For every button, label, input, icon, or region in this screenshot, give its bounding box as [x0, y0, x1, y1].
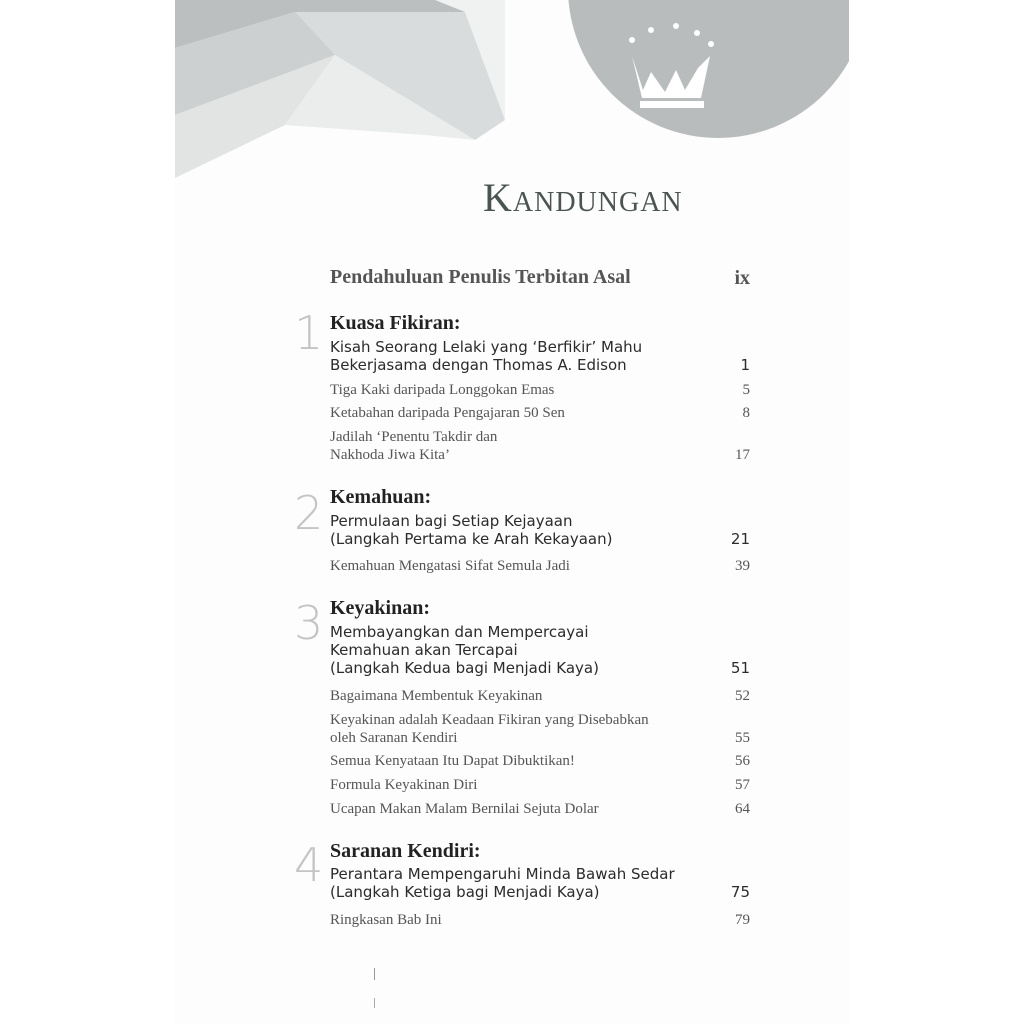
entry-line: Ringkasan Bab Ini	[330, 912, 442, 928]
chapter-number: 3	[294, 596, 324, 650]
entry-page-number: 5	[742, 382, 750, 398]
entry-page-number: 8	[742, 405, 750, 421]
entry-line: (Langkah Kedua bagi Menjadi Kaya)	[330, 659, 599, 677]
entry-page-number: 51	[730, 659, 750, 677]
entry-line: Membayangkan dan Mempercayai	[330, 623, 589, 641]
entry-line: Nakhoda Jiwa Kita’	[330, 447, 450, 463]
toc-entry	[330, 428, 750, 464]
entry-page-number: 64	[735, 801, 750, 817]
entry-page-number: 52	[735, 688, 750, 704]
chapter-title: Kuasa Fikiran:	[330, 312, 461, 334]
entry-page-number: 75	[730, 883, 750, 901]
toc-entry	[330, 711, 750, 747]
entry-page-number: 55	[735, 730, 750, 746]
chapter-title: Kemahuan:	[330, 486, 432, 508]
entry-page-number: 39	[735, 558, 750, 574]
entry-page-number: 57	[735, 777, 750, 793]
chapter-lead-entry	[330, 623, 750, 677]
entry-line: Kisah Seorang Lelaki yang ‘Berfikir’ Mahu	[330, 338, 643, 356]
entry-line: Jadilah ‘Penentu Takdir dan	[330, 429, 498, 445]
chapter-number: 1	[294, 306, 324, 360]
scan-specks	[372, 968, 378, 1018]
toc-entry	[330, 381, 750, 399]
toc-entry	[330, 776, 750, 794]
chapter-lead-entry	[330, 338, 750, 374]
toc-entry	[330, 404, 750, 422]
chapter-lead-entry	[330, 865, 750, 901]
entry-page-number: 21	[730, 530, 750, 548]
toc-entry	[330, 911, 750, 929]
entry-line: Perantara Mempengaruhi Minda Bawah Sedar	[330, 865, 675, 883]
page-title: Kandungan	[483, 175, 683, 220]
entry-line: (Langkah Ketiga bagi Menjadi Kaya)	[330, 883, 600, 901]
entry-page-number: 56	[735, 753, 750, 769]
toc-entry	[330, 557, 750, 575]
entry-line: Bekerjasama dengan Thomas A. Edison	[330, 356, 627, 374]
entry-page-number: 17	[735, 447, 750, 463]
entry-line: Tiga Kaki daripada Longgokan Emas	[330, 382, 555, 398]
intro-page-number: ix	[734, 267, 750, 289]
chapter-number: 2	[294, 486, 324, 540]
chapter-number: 4	[294, 838, 324, 892]
entry-line: Semua Kenyataan Itu Dapat Dibuktikan!	[330, 753, 575, 769]
entry-line: Kemahuan Mengatasi Sifat Semula Jadi	[330, 558, 570, 574]
intro-entry	[330, 266, 750, 290]
entry-line: Permulaan bagi Setiap Kejayaan	[330, 512, 573, 530]
intro-label: Pendahuluan Penulis Terbitan Asal	[330, 266, 631, 288]
entry-line: Formula Keyakinan Diri	[330, 777, 478, 793]
entry-page-number: 79	[735, 912, 750, 928]
entry-line: Keyakinan adalah Keadaan Fikiran yang Disebabkan	[330, 712, 649, 728]
chapter-lead-entry	[330, 512, 750, 548]
chapter-title: Saranan Kendiri:	[330, 840, 481, 862]
chapter-title: Keyakinan:	[330, 597, 431, 619]
entry-line: Bagaimana Membentuk Keyakinan	[330, 688, 543, 704]
entry-line: Ucapan Makan Malam Bernilai Sejuta Dolar	[330, 801, 599, 817]
entry-line: Kemahuan akan Tercapai	[330, 641, 518, 659]
entry-line: (Langkah Pertama ke Arah Kekayaan)	[330, 530, 613, 548]
toc-entry	[330, 687, 750, 705]
header-artwork	[175, 0, 849, 180]
entry-line: Ketabahan daripada Pengajaran 50 Sen	[330, 405, 565, 421]
toc-entry	[330, 800, 750, 818]
toc-entry	[330, 752, 750, 770]
book-page	[175, 0, 849, 1024]
entry-line: oleh Saranan Kendiri	[330, 730, 458, 746]
entry-page-number: 1	[740, 356, 750, 374]
